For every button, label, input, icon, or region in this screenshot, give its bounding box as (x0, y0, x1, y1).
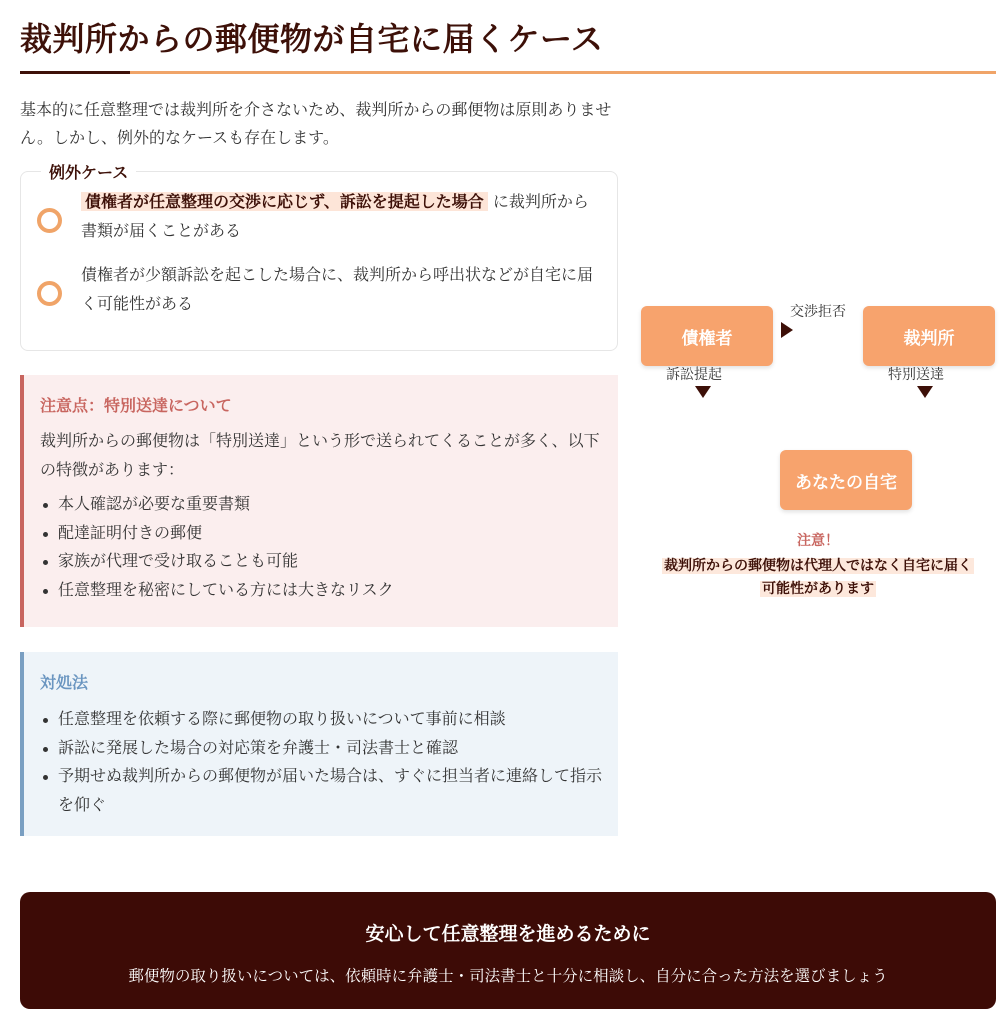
warning-title: 注意！ (797, 533, 839, 549)
countermeasures-box (20, 652, 618, 836)
footer-text: 郵便物の取り扱いについては、依頼時に弁護士・司法書士と十分に相談し、自分に合った方法を選びましょう (128, 967, 888, 985)
circle-bullet-icon (37, 281, 62, 306)
creditor-node: 債権者 (641, 306, 773, 366)
warning-text (640, 555, 996, 601)
special-delivery-label: 特別送達 (888, 367, 944, 383)
home-node: あなたの自宅 (780, 450, 912, 510)
caution-list (40, 490, 602, 604)
exception-case-item (37, 260, 597, 318)
page-title: 裁判所からの郵便物が自宅に届くケース (20, 20, 604, 58)
intro-text: 基本的に任意整理では裁判所を介さないため、裁判所からの郵便物は原則ありません。しかし、例外的なケースも存在します。 (20, 100, 612, 147)
circle-bullet-icon (37, 208, 62, 233)
list-item: 訴訟に発展した場合の対応策を弁護士・司法書士と確認 (40, 734, 602, 763)
lawsuit-label: 訴訟提起 (666, 367, 722, 383)
exception-text: 債権者が少額訴訟を起こした場合に、裁判所から呼出状などが自宅に届く可能性がある (81, 265, 594, 313)
title-underline (20, 71, 996, 74)
refusal-label: 交渉拒否 (790, 304, 846, 320)
title-underline-accent (20, 71, 130, 74)
footer-banner (20, 892, 996, 1009)
arrow-right-icon (781, 322, 793, 338)
court-node: 裁判所 (863, 306, 995, 366)
list-item: 家族が代理で受け取ることも可能 (40, 547, 602, 576)
arrow-down-icon (695, 386, 711, 398)
special-delivery-caution-box (20, 375, 618, 627)
list-item: 任意整理を秘密にしている方には大きなリスク (40, 576, 602, 605)
caution-title: 注意点：特別送達について (40, 396, 232, 415)
exception-cases-legend: 例外ケース (41, 160, 136, 183)
warning-line: 可能性があります (762, 581, 874, 597)
exception-cases-box (20, 163, 618, 351)
exception-highlight: 債権者が任意整理の交渉に応じず、訴訟を提起した場合 (81, 192, 488, 211)
arrow-down-icon (917, 386, 933, 398)
list-item: 予期せぬ裁判所からの郵便物が届いた場合は、すぐに担当者に連絡して指示を仰ぐ (40, 762, 602, 819)
warning-line: 裁判所からの郵便物は代理人ではなく自宅に届く (664, 558, 972, 574)
exception-text: に裁判所から書類が届くことがある (81, 192, 589, 240)
list-item: 本人確認が必要な重要書類 (40, 490, 602, 519)
countermeasures-title: 対処法 (40, 673, 89, 692)
countermeasures-list (40, 705, 602, 819)
footer-title: 安心して任意整理を進めるために (365, 923, 651, 945)
list-item: 配達証明付きの郵便 (40, 519, 602, 548)
list-item: 任意整理を依頼する際に郵便物の取り扱いについて事前に相談 (40, 705, 602, 734)
exception-case-item (37, 187, 597, 245)
caution-body: 裁判所からの郵便物は「特別送達」という形で送られてくることが多く、以下の特徴があります： (40, 431, 600, 479)
